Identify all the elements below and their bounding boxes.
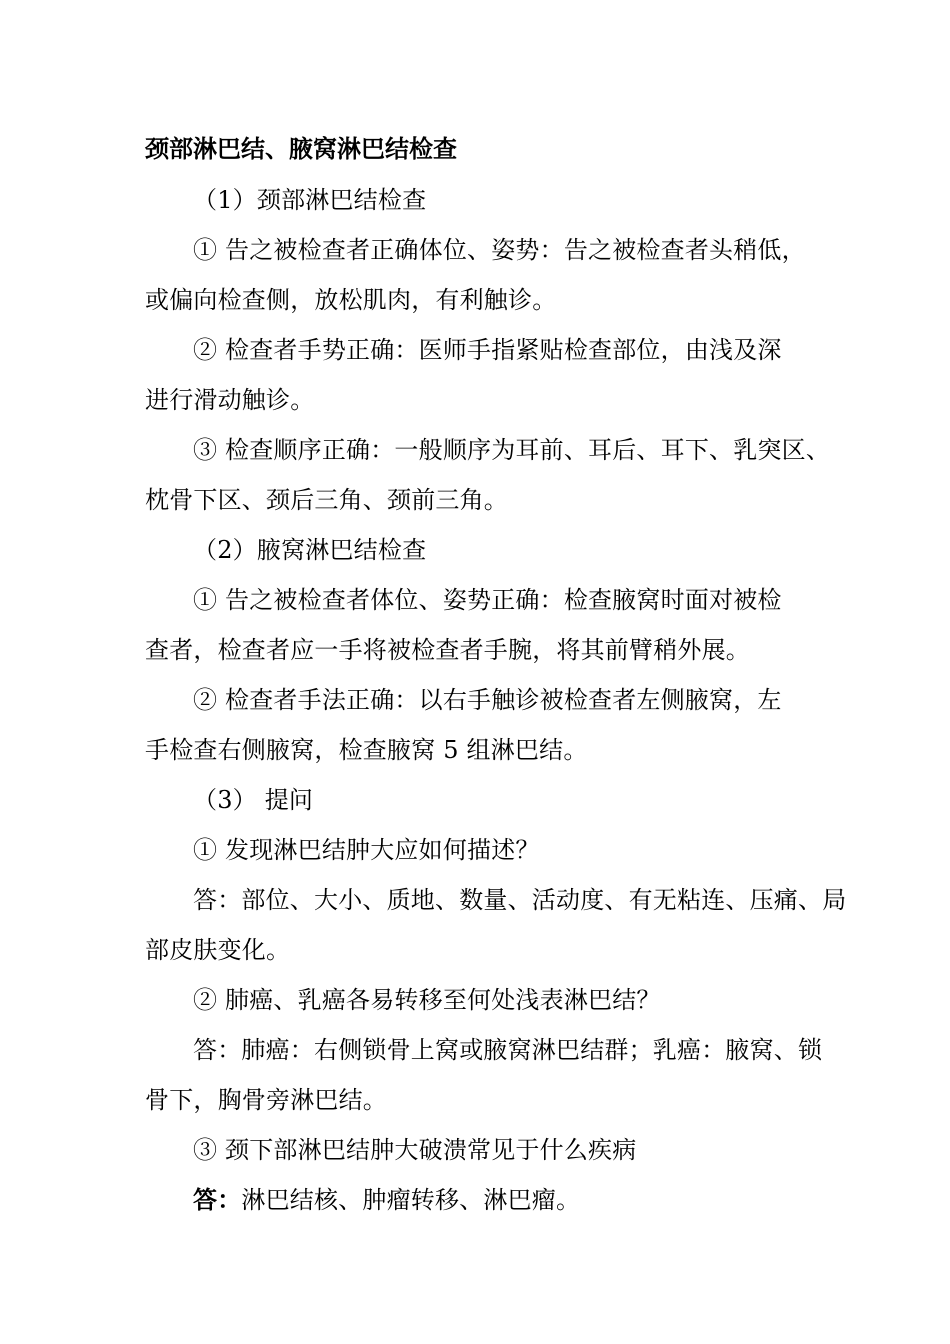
section-heading-2: （2）腋窝淋巴结检查 [193,536,427,564]
question-line: ② 肺癌、乳癌各易转移至何处浅表淋巴结？ [193,986,661,1014]
question-line: ③ 颈下部淋巴结肿大破溃常见于什么疾病 [193,1136,637,1164]
paragraph-line: 查者，检查者应一手将被检查者手腕，将其前臂稍外展。 [145,636,750,664]
section-heading-1: （1）颈部淋巴结检查 [193,186,427,214]
section-heading-3: （3） 提问 [193,786,314,814]
paragraph-line: ① 告之被检查者正确体位、姿势：告之被检查者头稍低， [193,236,806,264]
final-answer-line [193,1182,580,1218]
paragraph-line: ① 告之被检查者体位、姿势正确：检查腋窝时面对被检 [193,586,782,614]
answer-line: 答：肺癌：右侧锁骨上窝或腋窝淋巴结群；乳癌：腋窝、锁 [193,1036,823,1064]
paragraph-line: ③ 检查顺序正确：一般顺序为耳前、耳后、耳下、乳突区、 [193,436,831,464]
answer-line: 答：部位、大小、质地、数量、活动度、有无粘连、压痛、局 [193,886,847,914]
answer-line: 部皮肤变化。 [145,936,291,964]
paragraph-line: 手检查右侧腋窝，检查腋窝 5 组淋巴结。 [145,736,588,764]
paragraph-line: 枕骨下区、颈后三角、颈前三角。 [145,486,508,514]
paragraph-line: 或偏向检查侧，放松肌肉，有利触诊。 [145,286,557,314]
paragraph-line: ② 检查者手势正确：医师手指紧贴检查部位，由浅及深 [193,336,782,364]
answer-label: 答： [193,1185,242,1214]
paragraph-line: ② 检查者手法正确：以右手触诊被检查者左侧腋窝，左 [193,686,782,714]
answer-line: 骨下，胸骨旁淋巴结。 [145,1086,387,1114]
document-title: 颈部淋巴结、腋窝淋巴结检查 [145,134,457,163]
paragraph-line: 进行滑动触诊。 [145,386,315,414]
answer-text: 淋巴结核、肿瘤转移、淋巴瘤。 [241,1186,581,1214]
question-line: ① 发现淋巴结肿大应如何描述？ [193,836,540,864]
